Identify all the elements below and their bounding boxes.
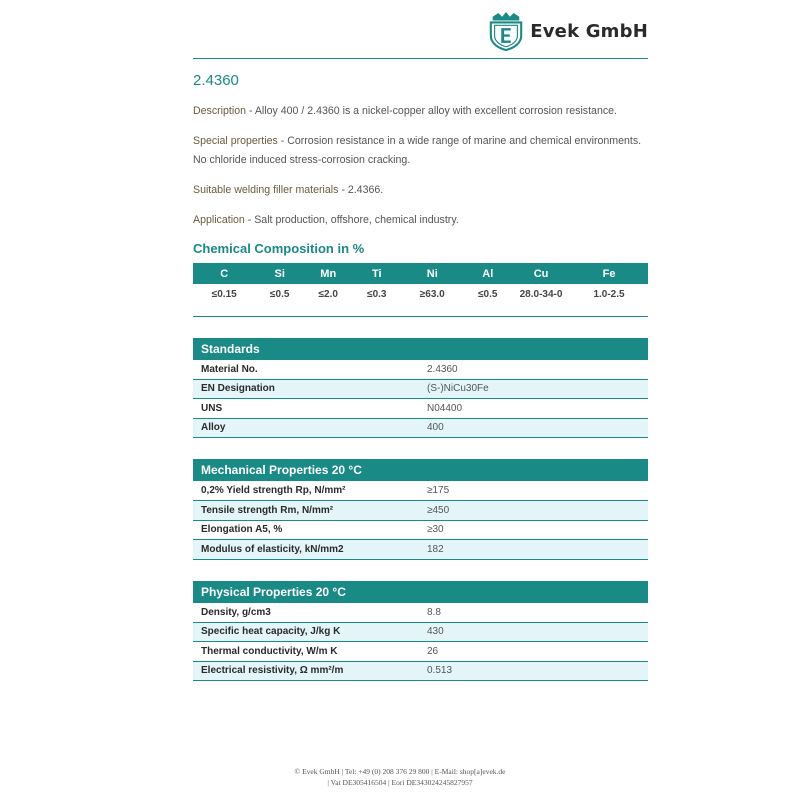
row-value: ≥30 bbox=[419, 520, 648, 540]
logo[interactable] bbox=[487, 11, 648, 51]
welding-filler-text: - 2.4366. bbox=[338, 184, 384, 196]
row-value: 0.513 bbox=[419, 661, 648, 681]
row-value: ≥450 bbox=[419, 501, 648, 521]
composition-header-row bbox=[193, 263, 648, 284]
composition-value-row bbox=[193, 284, 648, 316]
footer bbox=[0, 767, 800, 788]
row-key: EN Designation bbox=[193, 379, 419, 399]
row-key: Specific heat capacity, J/kg K bbox=[193, 622, 419, 642]
welding-filler-paragraph bbox=[193, 181, 648, 200]
row-value: 26 bbox=[419, 642, 648, 662]
table-row bbox=[193, 520, 648, 540]
composition-header: C bbox=[193, 263, 255, 284]
composition-header: Fe bbox=[570, 263, 648, 284]
special-properties-text: - Corrosion resistance in a wide range of marine and chemical environments. No chloride induced stress-corrosion cracking. bbox=[193, 135, 642, 166]
application-text: - Salt production, offshore, chemical industry. bbox=[244, 214, 459, 226]
header bbox=[193, 10, 648, 59]
table-row bbox=[193, 642, 648, 662]
table-row bbox=[193, 418, 648, 438]
table-row bbox=[193, 603, 648, 623]
description-label: Description bbox=[193, 105, 246, 117]
row-key: Density, g/cm3 bbox=[193, 603, 419, 623]
row-value: 8.8 bbox=[419, 603, 648, 623]
table-row bbox=[193, 622, 648, 642]
row-value: N04400 bbox=[419, 399, 648, 419]
page-title: 2.4360 bbox=[193, 72, 239, 89]
table-row bbox=[193, 661, 648, 681]
table-row bbox=[193, 501, 648, 521]
standards-table bbox=[193, 338, 648, 439]
composition-value: ≤2.0 bbox=[304, 284, 353, 316]
row-key: 0,2% Yield strength Rp, N/mm² bbox=[193, 481, 419, 501]
table-row bbox=[193, 379, 648, 399]
mechanical-properties-table bbox=[193, 459, 648, 560]
row-value: (S-)NiCu30Fe bbox=[419, 379, 648, 399]
main-content bbox=[193, 72, 648, 681]
composition-value: ≤0.3 bbox=[353, 284, 402, 316]
row-key: Elongation A5, % bbox=[193, 520, 419, 540]
table-row bbox=[193, 481, 648, 501]
row-key: UNS bbox=[193, 399, 419, 419]
composition-header: Ni bbox=[401, 263, 463, 284]
composition-table bbox=[193, 263, 648, 317]
table-row bbox=[193, 540, 648, 560]
composition-value: 28.0-34-0 bbox=[512, 284, 570, 316]
row-key: Thermal conductivity, W/m K bbox=[193, 642, 419, 662]
row-value: 430 bbox=[419, 622, 648, 642]
row-key: Modulus of elasticity, kN/mm2 bbox=[193, 540, 419, 560]
description-text: - Alloy 400 / 2.4360 is a nickel-copper alloy with excellent corrosion resistance. bbox=[246, 105, 617, 117]
physical-properties-title: Physical Properties 20 °C bbox=[193, 581, 648, 603]
composition-value: 1.0-2.5 bbox=[570, 284, 648, 316]
special-properties-label: Special properties bbox=[193, 135, 278, 147]
shield-logo-icon bbox=[487, 11, 525, 51]
brand-name: Evek GmbH bbox=[530, 20, 648, 42]
table-row bbox=[193, 360, 648, 380]
table-row bbox=[193, 399, 648, 419]
composition-value: ≤0.5 bbox=[255, 284, 304, 316]
composition-header: Si bbox=[255, 263, 304, 284]
composition-value: ≤0.5 bbox=[464, 284, 513, 316]
composition-header: Al bbox=[464, 263, 513, 284]
row-value: 400 bbox=[419, 418, 648, 438]
special-properties-paragraph bbox=[193, 132, 648, 170]
welding-filler-label: Suitable welding filler materials bbox=[193, 184, 339, 196]
composition-value: ≥63.0 bbox=[401, 284, 463, 316]
composition-value: ≤0.15 bbox=[193, 284, 255, 316]
row-key: Tensile strength Rm, N/mm² bbox=[193, 501, 419, 521]
composition-header: Ti bbox=[353, 263, 402, 284]
row-key: Material No. bbox=[193, 360, 419, 380]
application-label: Application bbox=[193, 214, 245, 226]
composition-header: Cu bbox=[512, 263, 570, 284]
footer-registration-line: | Vat DE305416504 | Eori DE343024245827957 bbox=[327, 777, 473, 787]
description-paragraph bbox=[193, 102, 648, 121]
composition-header: Mn bbox=[304, 263, 353, 284]
application-paragraph bbox=[193, 211, 648, 230]
mechanical-properties-title: Mechanical Properties 20 °C bbox=[193, 459, 648, 481]
physical-properties-table bbox=[193, 581, 648, 682]
row-value: ≥175 bbox=[419, 481, 648, 501]
row-key: Electrical resistivity, Ω mm²/m bbox=[193, 661, 419, 681]
footer-contact-line: © Evek GmbH | Tel: +49 (0) 208 376 29 800 | E-Mail: shop[a]evek.de bbox=[294, 767, 506, 776]
composition-title: Chemical Composition in % bbox=[193, 241, 365, 256]
row-key: Alloy bbox=[193, 418, 419, 438]
standards-title: Standards bbox=[193, 338, 648, 360]
row-value: 182 bbox=[419, 540, 648, 560]
row-value: 2.4360 bbox=[419, 360, 648, 380]
